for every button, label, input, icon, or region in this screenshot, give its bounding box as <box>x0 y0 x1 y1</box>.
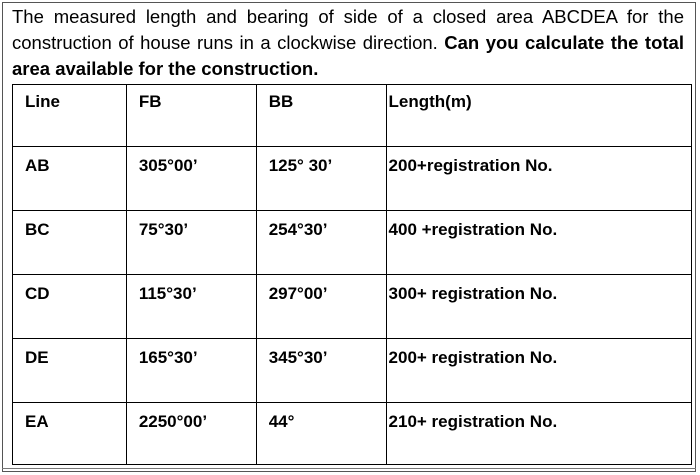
question-text <box>12 4 684 82</box>
header-bb: BB <box>256 85 386 147</box>
cell-line: DE <box>13 339 127 403</box>
cell-bb: 297°00’ <box>256 275 386 339</box>
table-row <box>13 275 692 339</box>
cell-fb: 115°30’ <box>126 275 256 339</box>
cell-line: BC <box>13 211 127 275</box>
question-statement: The measured length and bearing of side of a closed area ABCDEA for the construction of house runs in a clockwise direction. <box>12 6 684 53</box>
cell-fb: 305°00’ <box>126 147 256 211</box>
cell-length: 210+ registration No. <box>386 403 691 465</box>
header-fb: FB <box>126 85 256 147</box>
table-row <box>13 339 692 403</box>
bottom-rule <box>2 468 696 469</box>
cell-bb: 345°30’ <box>256 339 386 403</box>
cell-length: 300+ registration No. <box>386 275 691 339</box>
cell-length: 200+ registration No. <box>386 339 691 403</box>
cell-line: AB <box>13 147 127 211</box>
question-ask: Can you calculate the total area available for the construction. <box>12 32 684 79</box>
header-line: Line <box>13 85 127 147</box>
table-row <box>13 403 692 465</box>
cell-length: 400 +registration No. <box>386 211 691 275</box>
cell-line: EA <box>13 403 127 465</box>
cell-fb: 75°30’ <box>126 211 256 275</box>
table-header-row <box>13 85 692 147</box>
cell-bb: 254°30’ <box>256 211 386 275</box>
cell-fb: 165°30’ <box>126 339 256 403</box>
table-row <box>13 147 692 211</box>
table-row <box>13 211 692 275</box>
header-length: Length(m) <box>386 85 691 147</box>
cell-bb: 125° 30’ <box>256 147 386 211</box>
cell-fb: 2250°00’ <box>126 403 256 465</box>
cell-length: 200+registration No. <box>386 147 691 211</box>
survey-table <box>12 84 692 465</box>
cell-line: CD <box>13 275 127 339</box>
cell-bb: 44° <box>256 403 386 465</box>
